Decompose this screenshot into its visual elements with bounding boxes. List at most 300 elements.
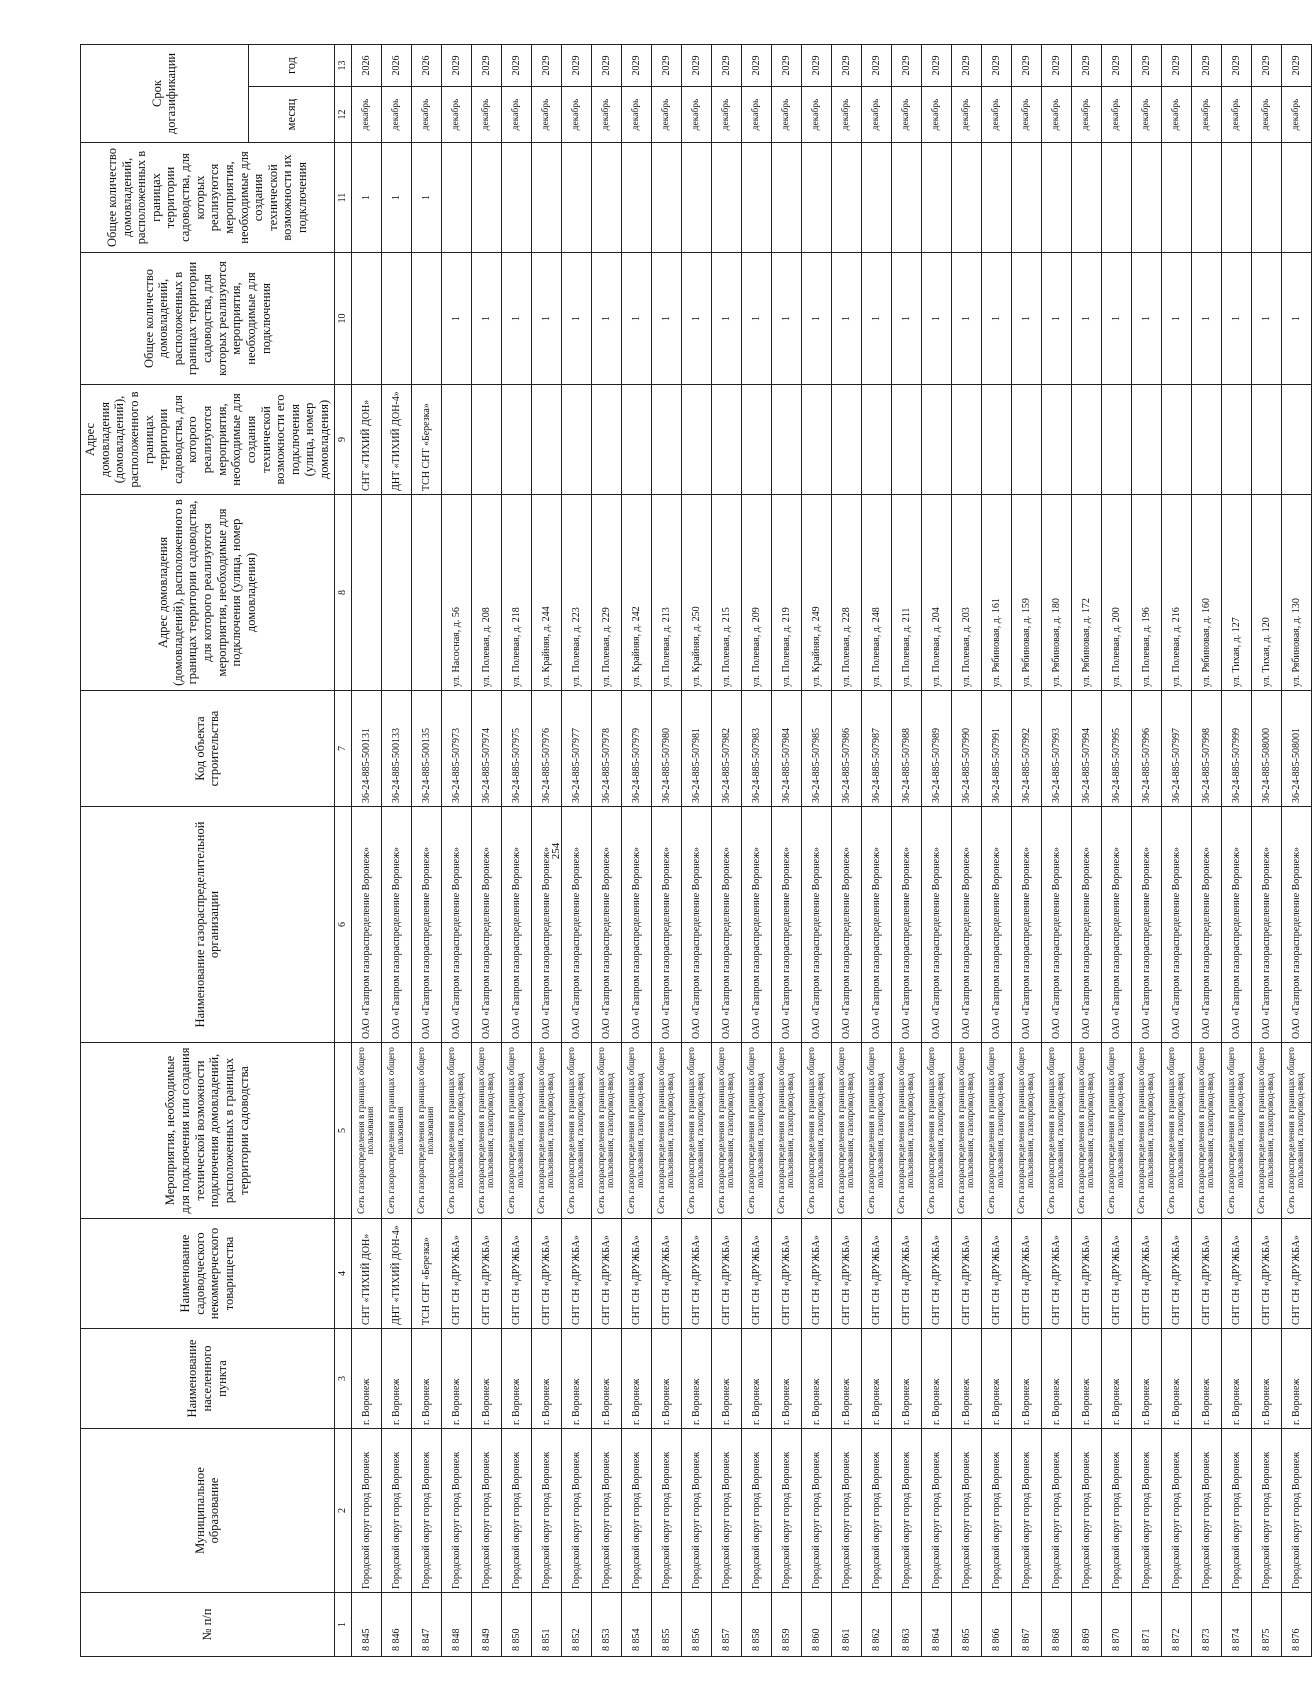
header-gas-organization: Наименование газораспределительной организации — [81, 807, 335, 1043]
row-number-cell: 8 870 — [1101, 1593, 1131, 1657]
row-number-cell: 8 857 — [711, 1593, 741, 1657]
address-capability-cell — [771, 385, 801, 495]
gas-organization-cell: ОАО «Газпром газораспределение Воронеж» — [861, 807, 891, 1043]
table-row — [1191, 45, 1221, 1657]
address-capability-cell — [861, 385, 891, 495]
deadline-month-cell: декабрь — [1161, 87, 1191, 143]
count-capability-cell — [591, 143, 621, 253]
row-number-cell: 8 861 — [831, 1593, 861, 1657]
snt-name-cell: СНТ СН «ДРУЖБА» — [831, 1219, 861, 1329]
deadline-year-cell: 2029 — [831, 45, 861, 87]
count-capability-cell — [1281, 143, 1311, 253]
snt-name-cell: СНТ СН «ДРУЖБА» — [1161, 1219, 1191, 1329]
snt-name-cell: СНТ СН «ДРУЖБА» — [951, 1219, 981, 1329]
table-row — [1131, 45, 1161, 1657]
address-capability-cell — [561, 385, 591, 495]
deadline-year-cell: 2029 — [711, 45, 741, 87]
address-connection-cell — [351, 495, 381, 691]
table-row — [741, 45, 771, 1657]
measures-cell: Сеть газораспределения в границах общего пользования, газопровод-ввод — [651, 1043, 681, 1219]
count-connection-cell: 1 — [951, 253, 981, 385]
deadline-month-cell: декабрь — [471, 87, 501, 143]
address-capability-cell — [501, 385, 531, 495]
settlement-cell: г. Воронеж — [441, 1329, 471, 1429]
deadline-year-cell: 2029 — [561, 45, 591, 87]
municipality-cell: Городской округ город Воронеж — [981, 1429, 1011, 1593]
count-connection-cell: 1 — [1281, 253, 1311, 385]
settlement-cell: г. Воронеж — [861, 1329, 891, 1429]
settlement-cell: г. Воронеж — [1131, 1329, 1161, 1429]
address-capability-cell — [1131, 385, 1161, 495]
address-capability-cell — [591, 385, 621, 495]
row-number-cell: 8 868 — [1041, 1593, 1071, 1657]
count-capability-cell — [1221, 143, 1251, 253]
measures-cell: Сеть газораспределения в границах общего пользования, газопровод-ввод — [1071, 1043, 1101, 1219]
address-connection-cell: ул. Полевая, д. 223 — [561, 495, 591, 691]
deadline-year-cell: 2029 — [501, 45, 531, 87]
column-number: 7 — [334, 691, 351, 807]
snt-name-cell: СНТ СН «ДРУЖБА» — [711, 1219, 741, 1329]
count-capability-cell: 1 — [411, 143, 441, 253]
address-connection-cell — [411, 495, 441, 691]
deadline-year-cell: 2029 — [741, 45, 771, 87]
measures-cell: Сеть газораспределения в границах общего пользования, газопровод-ввод — [441, 1043, 471, 1219]
deadline-month-cell: декабрь — [891, 87, 921, 143]
count-capability-cell — [531, 143, 561, 253]
object-code-cell: 36-24-885-507982 — [711, 691, 741, 807]
deadline-month-cell: декабрь — [1251, 87, 1281, 143]
address-capability-cell — [621, 385, 651, 495]
settlement-cell: г. Воронеж — [621, 1329, 651, 1429]
object-code-cell: 36-24-885-507977 — [561, 691, 591, 807]
measures-cell: Сеть газораспределения в границах общего пользования, газопровод-ввод — [591, 1043, 621, 1219]
table-row — [1161, 45, 1191, 1657]
rotated-page — [80, 45, 1306, 1657]
address-capability-cell — [1161, 385, 1191, 495]
header-number: № п/п — [81, 1593, 335, 1657]
deadline-month-cell: декабрь — [1071, 87, 1101, 143]
header-object-code: Код объекта строительства — [81, 691, 335, 807]
address-capability-cell — [441, 385, 471, 495]
deadline-month-cell: декабрь — [921, 87, 951, 143]
deadline-month-cell: декабрь — [591, 87, 621, 143]
object-code-cell: 36-24-885-507988 — [891, 691, 921, 807]
column-number: 11 — [334, 143, 351, 253]
count-capability-cell — [1161, 143, 1191, 253]
row-number-cell: 8 855 — [651, 1593, 681, 1657]
address-connection-cell: ул. Полевая, д. 219 — [771, 495, 801, 691]
row-number-cell: 8 873 — [1191, 1593, 1221, 1657]
address-capability-cell — [801, 385, 831, 495]
row-number-cell: 8 866 — [981, 1593, 1011, 1657]
count-connection-cell: 1 — [651, 253, 681, 385]
deadline-month-cell: декабрь — [1131, 87, 1161, 143]
address-connection-cell: ул. Полевая, д. 203 — [951, 495, 981, 691]
count-connection-cell: 1 — [1101, 253, 1131, 385]
measures-cell: Сеть газораспределения в границах общего пользования, газопровод-ввод — [1251, 1043, 1281, 1219]
snt-name-cell: СНТ СН «ДРУЖБА» — [561, 1219, 591, 1329]
settlement-cell: г. Воронеж — [741, 1329, 771, 1429]
header-municipality: Муниципальное образование — [81, 1429, 335, 1593]
deadline-month-cell: декабрь — [411, 87, 441, 143]
settlement-cell: г. Воронеж — [1101, 1329, 1131, 1429]
gas-organization-cell: ОАО «Газпром газораспределение Воронеж» — [1191, 807, 1221, 1043]
snt-name-cell: СНТ СН «ДРУЖБА» — [621, 1219, 651, 1329]
deadline-year-cell: 2029 — [681, 45, 711, 87]
count-connection-cell: 1 — [1191, 253, 1221, 385]
snt-name-cell: ДНТ «ТИХИЙ ДОН-4» — [381, 1219, 411, 1329]
count-connection-cell: 1 — [921, 253, 951, 385]
measures-cell: Сеть газораспределения в границах общего пользования, газопровод-ввод — [1101, 1043, 1131, 1219]
column-number-row — [334, 45, 351, 1657]
address-capability-cell: ТСН СНТ «Березка» — [411, 385, 441, 495]
row-number-cell: 8 863 — [891, 1593, 921, 1657]
count-connection-cell: 1 — [1071, 253, 1101, 385]
object-code-cell: 36-24-885-500133 — [381, 691, 411, 807]
snt-name-cell: СНТ СН «ДРУЖБА» — [1041, 1219, 1071, 1329]
table-row — [1101, 45, 1131, 1657]
table-row — [981, 45, 1011, 1657]
count-capability-cell — [921, 143, 951, 253]
gas-organization-cell: ОАО «Газпром газораспределение Воронеж» — [1011, 807, 1041, 1043]
deadline-month-cell: декабрь — [681, 87, 711, 143]
snt-name-cell: СНТ СН «ДРУЖБА» — [651, 1219, 681, 1329]
settlement-cell: г. Воронеж — [1251, 1329, 1281, 1429]
gas-organization-cell: ОАО «Газпром газораспределение Воронеж» — [621, 807, 651, 1043]
deadline-year-cell: 2029 — [981, 45, 1011, 87]
header-measures: Мероприятия, необходимые для подключения или создания технической возможности подключения домовладений, расположенных в границах территории садоводства — [81, 1043, 335, 1219]
address-connection-cell — [381, 495, 411, 691]
row-number-cell: 8 847 — [411, 1593, 441, 1657]
row-number-cell: 8 849 — [471, 1593, 501, 1657]
count-connection-cell: 1 — [741, 253, 771, 385]
count-connection-cell: 1 — [981, 253, 1011, 385]
row-number-cell: 8 874 — [1221, 1593, 1251, 1657]
object-code-cell: 36-24-885-507984 — [771, 691, 801, 807]
deadline-year-cell: 2029 — [771, 45, 801, 87]
municipality-cell: Городской округ город Воронеж — [801, 1429, 831, 1593]
count-capability-cell — [1251, 143, 1281, 253]
deadline-month-cell: декабрь — [711, 87, 741, 143]
snt-name-cell: СНТ СН «ДРУЖБА» — [591, 1219, 621, 1329]
deadline-year-cell: 2029 — [471, 45, 501, 87]
address-connection-cell: ул. Крайняя, д. 249 — [801, 495, 831, 691]
snt-name-cell: СНТ СН «ДРУЖБА» — [501, 1219, 531, 1329]
snt-name-cell: СНТ СН «ДРУЖБА» — [1221, 1219, 1251, 1329]
gasification-table — [80, 44, 1312, 1657]
object-code-cell: 36-24-885-507999 — [1221, 691, 1251, 807]
gas-organization-cell: ОАО «Газпром газораспределение Воронеж» — [1041, 807, 1071, 1043]
gas-organization-cell: ОАО «Газпром газораспределение Воронеж» — [1101, 807, 1131, 1043]
count-capability-cell — [651, 143, 681, 253]
object-code-cell: 36-24-885-507985 — [801, 691, 831, 807]
count-capability-cell — [771, 143, 801, 253]
count-connection-cell: 1 — [771, 253, 801, 385]
measures-cell: Сеть газораспределения в границах общего пользования, газопровод-ввод — [801, 1043, 831, 1219]
deadline-month-cell: декабрь — [951, 87, 981, 143]
deadline-year-cell: 2029 — [591, 45, 621, 87]
deadline-month-cell: декабрь — [561, 87, 591, 143]
table-row — [591, 45, 621, 1657]
settlement-cell: г. Воронеж — [1221, 1329, 1251, 1429]
snt-name-cell: СНТ «ТИХИЙ ДОН» — [351, 1219, 381, 1329]
count-capability-cell — [801, 143, 831, 253]
settlement-cell: г. Воронеж — [1161, 1329, 1191, 1429]
object-code-cell: 36-24-885-507979 — [621, 691, 651, 807]
deadline-month-cell: декабрь — [741, 87, 771, 143]
address-capability-cell — [1221, 385, 1251, 495]
count-connection-cell: 1 — [441, 253, 471, 385]
table-row — [621, 45, 651, 1657]
count-capability-cell — [471, 143, 501, 253]
deadline-year-cell: 2029 — [1221, 45, 1251, 87]
gas-organization-cell: ОАО «Газпром газораспределение Воронеж» — [891, 807, 921, 1043]
address-capability-cell — [1041, 385, 1071, 495]
address-connection-cell: ул. Полевая, д. 200 — [1101, 495, 1131, 691]
column-number: 4 — [334, 1219, 351, 1329]
count-connection-cell: 1 — [501, 253, 531, 385]
settlement-cell: г. Воронеж — [681, 1329, 711, 1429]
municipality-cell: Городской округ город Воронеж — [1281, 1429, 1311, 1593]
table-row — [921, 45, 951, 1657]
deadline-year-cell: 2029 — [921, 45, 951, 87]
row-number-cell: 8 864 — [921, 1593, 951, 1657]
object-code-cell: 36-24-885-508001 — [1281, 691, 1311, 807]
object-code-cell: 36-24-885-507980 — [651, 691, 681, 807]
deadline-year-cell: 2029 — [1041, 45, 1071, 87]
address-connection-cell: ул. Рябиновая, д. 130 — [1281, 495, 1311, 691]
table-row — [381, 45, 411, 1657]
address-connection-cell: ул. Насосная, д. 56 — [441, 495, 471, 691]
address-capability-cell — [741, 385, 771, 495]
header-settlement: Наименование населенного пункта — [81, 1329, 335, 1429]
column-number: 6 — [334, 807, 351, 1043]
table-row — [1251, 45, 1281, 1657]
settlement-cell: г. Воронеж — [831, 1329, 861, 1429]
count-capability-cell: 1 — [351, 143, 381, 253]
measures-cell: Сеть газораспределения в границах общего пользования, газопровод-ввод — [1191, 1043, 1221, 1219]
address-connection-cell: ул. Полевая, д. 229 — [591, 495, 621, 691]
settlement-cell: г. Воронеж — [921, 1329, 951, 1429]
deadline-month-cell: декабрь — [1101, 87, 1131, 143]
gas-organization-cell: ОАО «Газпром газораспределение Воронеж» — [801, 807, 831, 1043]
deadline-year-cell: 2029 — [1161, 45, 1191, 87]
count-connection-cell: 1 — [831, 253, 861, 385]
deadline-month-cell: декабрь — [1191, 87, 1221, 143]
row-number-cell: 8 846 — [381, 1593, 411, 1657]
row-number-cell: 8 872 — [1161, 1593, 1191, 1657]
address-capability-cell — [981, 385, 1011, 495]
measures-cell: Сеть газораспределения в границах общего пользования, газопровод-ввод — [771, 1043, 801, 1219]
settlement-cell: г. Воронеж — [711, 1329, 741, 1429]
table-row — [1011, 45, 1041, 1657]
address-connection-cell: ул. Полевая, д. 228 — [831, 495, 861, 691]
address-capability-cell — [681, 385, 711, 495]
address-capability-cell — [891, 385, 921, 495]
measures-cell: Сеть газораспределения в границах общего пользования, газопровод-ввод — [711, 1043, 741, 1219]
deadline-year-cell: 2029 — [1131, 45, 1161, 87]
address-capability-cell: ДНТ «ТИХИЙ ДОН-4» — [381, 385, 411, 495]
address-capability-cell — [1071, 385, 1101, 495]
measures-cell: Сеть газораспределения в границах общего пользования, газопровод-ввод — [561, 1043, 591, 1219]
deadline-month-cell: декабрь — [381, 87, 411, 143]
count-connection-cell: 1 — [1131, 253, 1161, 385]
deadline-year-cell: 2029 — [1011, 45, 1041, 87]
row-number-cell: 8 860 — [801, 1593, 831, 1657]
gas-organization-cell: ОАО «Газпром газораспределение Воронеж» — [1251, 807, 1281, 1043]
deadline-month-cell: декабрь — [1281, 87, 1311, 143]
object-code-cell: 36-24-885-507993 — [1041, 691, 1071, 807]
gas-organization-cell: ОАО «Газпром газораспределение Воронеж» — [771, 807, 801, 1043]
measures-cell: Сеть газораспределения в границах общего пользования, газопровод-ввод — [1221, 1043, 1251, 1219]
snt-name-cell: СНТ СН «ДРУЖБА» — [1251, 1219, 1281, 1329]
count-capability-cell — [681, 143, 711, 253]
count-capability-cell — [621, 143, 651, 253]
deadline-month-cell: декабрь — [801, 87, 831, 143]
deadline-month-cell: декабрь — [621, 87, 651, 143]
page-number: 254 — [550, 842, 562, 860]
count-connection-cell — [351, 253, 381, 385]
deadline-year-cell: 2029 — [951, 45, 981, 87]
table-body — [351, 45, 1311, 1657]
address-connection-cell: ул. Рябиновая, д. 172 — [1071, 495, 1101, 691]
address-capability-cell — [531, 385, 561, 495]
settlement-cell: г. Воронеж — [381, 1329, 411, 1429]
object-code-cell: 36-24-885-507976 — [531, 691, 561, 807]
address-connection-cell: ул. Полевая, д. 196 — [1131, 495, 1161, 691]
address-capability-cell — [1191, 385, 1221, 495]
table-row — [771, 45, 801, 1657]
snt-name-cell: СНТ СН «ДРУЖБА» — [681, 1219, 711, 1329]
deadline-month-cell: декабрь — [861, 87, 891, 143]
snt-name-cell: СНТ СН «ДРУЖБА» — [1131, 1219, 1161, 1329]
address-connection-cell: ул. Крайняя, д. 242 — [621, 495, 651, 691]
measures-cell: Сеть газораспределения в границах общего пользования, газопровод-ввод — [621, 1043, 651, 1219]
row-number-cell: 8 845 — [351, 1593, 381, 1657]
column-number: 1 — [334, 1593, 351, 1657]
row-number-cell: 8 865 — [951, 1593, 981, 1657]
measures-cell: Сеть газораспределения в границах общего пользования, газопровод-ввод — [1131, 1043, 1161, 1219]
object-code-cell: 36-24-885-507997 — [1161, 691, 1191, 807]
snt-name-cell: СНТ СН «ДРУЖБА» — [801, 1219, 831, 1329]
municipality-cell: Городской округ город Воронеж — [501, 1429, 531, 1593]
count-connection-cell: 1 — [471, 253, 501, 385]
deadline-month-cell: декабрь — [351, 87, 381, 143]
gas-organization-cell: ОАО «Газпром газораспределение Воронеж» — [501, 807, 531, 1043]
municipality-cell: Городской округ город Воронеж — [351, 1429, 381, 1593]
count-capability-cell — [741, 143, 771, 253]
address-connection-cell: ул. Крайняя, д. 250 — [681, 495, 711, 691]
municipality-cell: Городской округ город Воронеж — [561, 1429, 591, 1593]
deadline-year-cell: 2029 — [531, 45, 561, 87]
column-number: 9 — [334, 385, 351, 495]
count-capability-cell — [861, 143, 891, 253]
deadline-month-cell: декабрь — [1011, 87, 1041, 143]
address-connection-cell: ул. Полевая, д. 209 — [741, 495, 771, 691]
gas-organization-cell: ОАО «Газпром газораспределение Воронеж» — [531, 807, 561, 1043]
gas-organization-cell: ОАО «Газпром газораспределение Воронеж» — [1221, 807, 1251, 1043]
count-capability-cell — [1071, 143, 1101, 253]
count-capability-cell — [1041, 143, 1071, 253]
count-capability-cell — [831, 143, 861, 253]
table-row — [561, 45, 591, 1657]
table-row — [711, 45, 741, 1657]
object-code-cell: 36-24-885-507987 — [861, 691, 891, 807]
deadline-year-cell: 2029 — [1101, 45, 1131, 87]
address-capability-cell — [651, 385, 681, 495]
address-connection-cell: ул. Полевая, д. 216 — [1161, 495, 1191, 691]
municipality-cell: Городской округ город Воронеж — [1191, 1429, 1221, 1593]
municipality-cell: Городской округ город Воронеж — [951, 1429, 981, 1593]
municipality-cell: Городской округ город Воронеж — [411, 1429, 441, 1593]
snt-name-cell: СНТ СН «ДРУЖБА» — [1011, 1219, 1041, 1329]
row-number-cell: 8 850 — [501, 1593, 531, 1657]
municipality-cell: Городской округ город Воронеж — [891, 1429, 921, 1593]
object-code-cell: 36-24-885-507975 — [501, 691, 531, 807]
count-connection-cell: 1 — [531, 253, 561, 385]
municipality-cell: Городской округ город Воронеж — [1251, 1429, 1281, 1593]
measures-cell: Сеть газораспределения в границах общего пользования, газопровод-ввод — [1281, 1043, 1311, 1219]
municipality-cell: Городской округ город Воронеж — [441, 1429, 471, 1593]
table-row — [681, 45, 711, 1657]
snt-name-cell: СНТ СН «ДРУЖБА» — [1101, 1219, 1131, 1329]
settlement-cell: г. Воронеж — [471, 1329, 501, 1429]
settlement-cell: г. Воронеж — [531, 1329, 561, 1429]
header-address-connection: Адрес домовладения (домовладений), расположенного в границах территории садоводства, для которого реализуются мероприятия, необходимые для подключения (улица, номер домовладения) — [81, 495, 335, 691]
object-code-cell: 36-24-885-500131 — [351, 691, 381, 807]
municipality-cell: Городской округ город Воронеж — [651, 1429, 681, 1593]
deadline-year-cell: 2026 — [411, 45, 441, 87]
object-code-cell: 36-24-885-507995 — [1101, 691, 1131, 807]
table-row — [831, 45, 861, 1657]
object-code-cell: 36-24-885-507981 — [681, 691, 711, 807]
municipality-cell: Городской округ город Воронеж — [741, 1429, 771, 1593]
address-connection-cell: ул. Полевая, д. 208 — [471, 495, 501, 691]
count-connection-cell: 1 — [1041, 253, 1071, 385]
settlement-cell: г. Воронеж — [1191, 1329, 1221, 1429]
deadline-year-cell: 2029 — [441, 45, 471, 87]
row-number-cell: 8 862 — [861, 1593, 891, 1657]
address-connection-cell: ул. Рябиновая, д. 161 — [981, 495, 1011, 691]
column-number: 10 — [334, 253, 351, 385]
municipality-cell: Городской округ город Воронеж — [861, 1429, 891, 1593]
address-capability-cell — [711, 385, 741, 495]
deadline-year-cell: 2029 — [1281, 45, 1311, 87]
table-row — [1221, 45, 1251, 1657]
row-number-cell: 8 876 — [1281, 1593, 1311, 1657]
address-connection-cell: ул. Тихая, д. 120 — [1251, 495, 1281, 691]
deadline-year-cell: 2029 — [861, 45, 891, 87]
settlement-cell: г. Воронеж — [891, 1329, 921, 1429]
municipality-cell: Городской округ город Воронеж — [381, 1429, 411, 1593]
object-code-cell: 36-24-885-508000 — [1251, 691, 1281, 807]
municipality-cell: Городской округ город Воронеж — [711, 1429, 741, 1593]
count-capability-cell — [1191, 143, 1221, 253]
column-number: 5 — [334, 1043, 351, 1219]
table-row — [531, 45, 561, 1657]
measures-cell: Сеть газораспределения в границах общего пользования, газопровод-ввод — [861, 1043, 891, 1219]
table-row — [441, 45, 471, 1657]
settlement-cell: г. Воронеж — [951, 1329, 981, 1429]
count-connection-cell: 1 — [711, 253, 741, 385]
count-capability-cell — [441, 143, 471, 253]
municipality-cell: Городской округ город Воронеж — [471, 1429, 501, 1593]
object-code-cell: 36-24-885-507992 — [1011, 691, 1041, 807]
snt-name-cell: СНТ СН «ДРУЖБА» — [441, 1219, 471, 1329]
gas-organization-cell: ОАО «Газпром газораспределение Воронеж» — [981, 807, 1011, 1043]
count-connection-cell: 1 — [621, 253, 651, 385]
deadline-month-cell: декабрь — [501, 87, 531, 143]
